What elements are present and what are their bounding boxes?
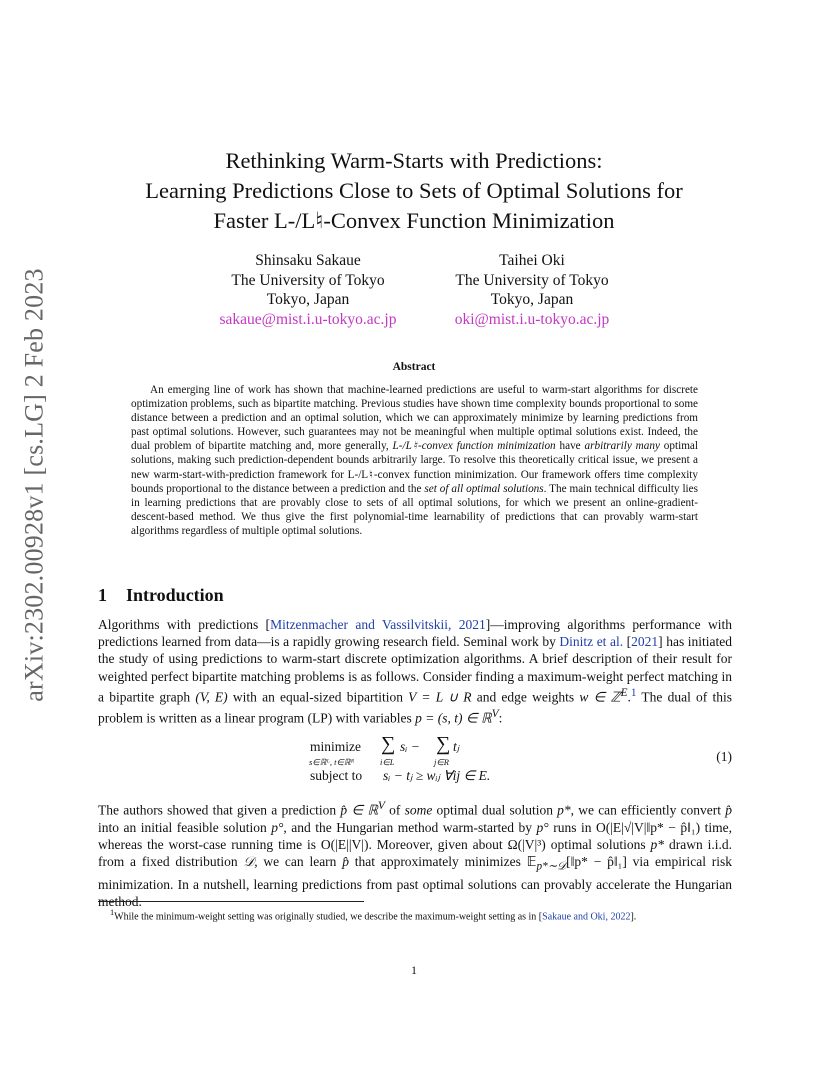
citation-link[interactable]: Mitzenmacher and Vassilvitskii, 2021	[270, 617, 486, 632]
text: The authors showed that given a prediction	[98, 802, 341, 818]
author-location: Tokyo, Japan	[266, 291, 350, 308]
math-inline: p = (s, t) ∈ ℝ	[415, 710, 492, 726]
text: with an equal-sized bipartition	[227, 689, 409, 705]
footnote-divider	[98, 901, 364, 902]
footnote-text: While the minimum-weight setting was originally studied, we describe the maximum-weight setting as in [	[114, 911, 543, 923]
abstract-emphasis: L-/L♮-convex function minimization	[392, 440, 556, 453]
title-line-2: Learning Predictions Close to Sets of Optimal Solutions for	[145, 178, 683, 203]
intro-paragraph	[98, 616, 732, 726]
equation-subject-to: subject to	[310, 768, 363, 783]
author-2	[418, 251, 646, 329]
math-inline: 𝒟	[243, 854, 255, 870]
math-inline: w ∈ ℤ	[579, 689, 621, 705]
math-inline: p̂	[725, 802, 733, 818]
abstract-text: have	[555, 440, 585, 453]
math-inline: (V, E)	[195, 689, 228, 705]
text: :	[498, 710, 503, 726]
math-inline: p*	[557, 802, 571, 818]
text: , we can learn	[254, 854, 343, 870]
abstract-heading: Abstract	[392, 361, 436, 373]
paper-title	[80, 146, 748, 236]
author-name: Taihei Oki	[499, 252, 565, 269]
equation-constraint: sᵢ − tⱼ ≥ wᵢⱼ ∀ij ∈ E.	[383, 768, 491, 783]
math-superscript: V	[491, 707, 499, 720]
footnote-text: ].	[630, 911, 637, 923]
text: of	[384, 802, 405, 818]
arxiv-identifier: arXiv:2302.00928v1 [cs.LG] 2 Feb 2023	[20, 268, 49, 702]
summation-symbol: ∑	[381, 733, 396, 755]
abstract-text: An emerging line of work has shown that machine-learned predictions are useful to warm-start algorithms for discrete optimization problems, such as bipartite matching. Previous studies have shown time complexity bounds proportional to some distance between a prediction and an optimal solution, which we can approximately minimize by learning predictions from past optimal solutions. However, such guarantees may not be meaningful when multiple optimal solutions exist. Indeed, the dual problem of bipartite matching and, more generally,	[131, 384, 698, 453]
citation-link[interactable]: Sakaue and Oki, 2022	[542, 911, 631, 923]
abstract-body	[131, 383, 698, 538]
abstract-text: . The main technical difficulty lies in learning predictions that are provably close to sets of all optimal solutions, for which we present an online-gradient-descent-based method. We thus give the first polynomial-time learnability of predictions that can provably warm-start algorithms regardless of multiple optimal solutions.	[131, 482, 698, 537]
author-affiliation: The University of Tokyo	[231, 271, 385, 289]
math-inline: p*	[650, 836, 665, 852]
author-affiliation: The University of Tokyo	[455, 271, 609, 289]
text: runs in O(|E|√|V|‖p* − p̂‖₁) time, whereas the worst-case running time is O(|E||V|). Moreover, given about Ω(|V|³) optimal solutions	[98, 819, 732, 852]
equation-term: tⱼ	[453, 739, 460, 754]
text: Algorithms with predictions [	[98, 617, 271, 632]
footnote-marker: 1	[110, 908, 115, 917]
text: that approximately minimizes 𝔼	[348, 854, 537, 870]
author-name: Shinsaku Sakaue	[255, 252, 361, 269]
math-inline: p̂	[342, 854, 349, 870]
body-paragraph	[98, 798, 732, 910]
equation-minimize-subscript: s∈ℝᴸ, t∈ℝᴿ	[309, 757, 355, 767]
footnote-marker-link[interactable]: 1	[630, 686, 637, 699]
author-email-link[interactable]: oki@mist.i.u-tokyo.ac.jp	[454, 310, 610, 328]
summation-index: j∈R	[434, 757, 449, 767]
text: and edge weights	[471, 689, 580, 705]
text: , we can efficiently convert	[570, 802, 726, 818]
citation-link[interactable]: Dinitz et al.	[559, 634, 624, 650]
text: ] has initiated the study of using predictions to warm-start discrete optimization algorithms. A brief description of their result for weighted perfect bipartite matching problems is as follows. Consider finding a maximum-weight perfect matching in a bipartite graph	[98, 634, 733, 705]
math-superscript: E	[620, 686, 628, 699]
math-superscript: V	[378, 800, 385, 812]
math-inline: p°	[271, 819, 284, 835]
paragraph-text	[98, 798, 732, 910]
author-email-link[interactable]: sakaue@mist.i.u-tokyo.ac.jp	[219, 310, 397, 328]
emphasis: some	[404, 802, 433, 818]
equation-1	[98, 733, 732, 791]
math-inline: V = L ∪ R	[408, 689, 472, 705]
page-number: 1	[411, 963, 417, 977]
text: drawn i.i.d. from a fixed distribution	[98, 836, 732, 870]
abstract-emphasis: arbitrarily many	[584, 440, 660, 453]
summation-index: i∈L	[380, 757, 395, 767]
summation-symbol: ∑	[436, 733, 451, 755]
text: , and the Hungarian method warm-started by	[283, 819, 537, 835]
citation-link[interactable]: 2021	[631, 634, 659, 650]
text: [	[623, 634, 632, 650]
author-location: Tokyo, Japan	[490, 291, 574, 308]
equation-number: (1)	[716, 749, 732, 764]
section-number: 1	[98, 585, 107, 605]
section-heading	[98, 585, 224, 606]
text: into an initial feasible solution	[98, 819, 272, 835]
text: The dual of this problem is written as a linear program (LP) with variables	[98, 689, 733, 726]
text: [‖p* − p̂‖₁] via empirical risk minimization. In a nutshell, learning predictions from past optimal solutions can provably accelerate the Hungarian method.	[98, 854, 732, 910]
math-subscript: p*∼𝒟	[536, 860, 567, 873]
section-title: Introduction	[126, 585, 224, 605]
abstract-text: optimal solutions, making such prediction-dependent bounds arbitrarily large. To resolve this theoretically critical issue, we present a new warm-start-with-prediction framework for L-/L♮-convex function minimization. Our framework offers time complexity bounds proportional to the distance between a prediction and the	[131, 440, 698, 495]
math-inline: p°	[536, 819, 549, 835]
equation-minimize: minimize	[310, 739, 361, 754]
text: optimal dual solution	[432, 802, 558, 818]
math-inline: p̂ ∈ ℝ	[340, 802, 379, 818]
abstract-emphasis: set of all optimal solutions	[424, 482, 544, 495]
arxiv-sidebar	[17, 268, 53, 702]
footnote	[110, 906, 730, 923]
equation-term: sᵢ −	[400, 739, 420, 754]
abstract-paragraph	[131, 383, 698, 538]
title-line-3: Faster L-/L♮-Convex Function Minimization	[213, 208, 615, 233]
intro-text	[98, 616, 732, 726]
title-line-1: Rethinking Warm-Starts with Predictions:	[225, 148, 603, 173]
text: ]—improving algorithms performance with predictions learned from data—is a rapidly growing research field. Seminal work by	[98, 617, 732, 650]
author-1	[194, 251, 422, 329]
text: .	[627, 689, 631, 705]
